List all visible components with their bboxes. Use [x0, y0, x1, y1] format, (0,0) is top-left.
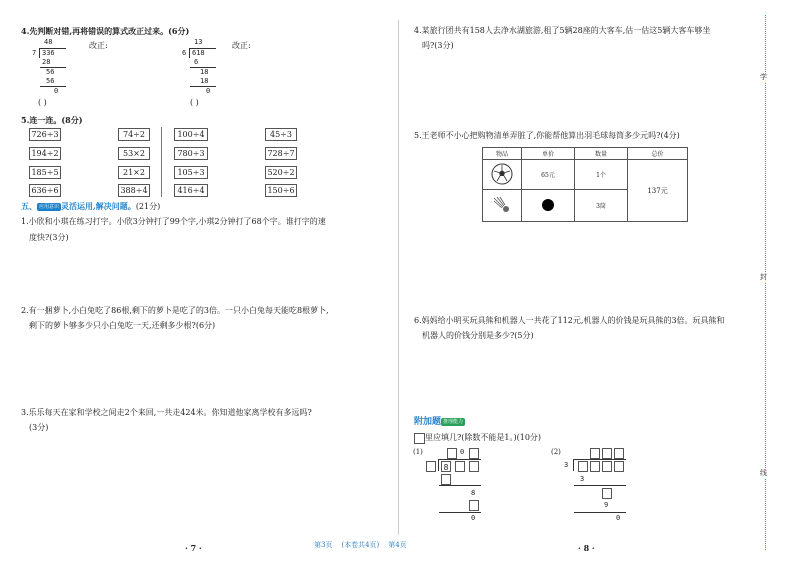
football-cell	[483, 160, 522, 190]
division-a-fix-label: 改正:	[89, 41, 108, 50]
match-c4-2[interactable]: 520÷2	[265, 166, 297, 179]
footer-total: (本卷共4页)	[341, 541, 380, 549]
problem-4-line-2: 吗?(3分)	[422, 41, 454, 50]
puzzle-1-quotient-box-3[interactable]	[469, 448, 479, 459]
section-5-score: (21分)	[135, 202, 161, 211]
extra-title: 附加题	[414, 417, 442, 427]
q4-title: 4.先判断对错,再将错误的算式改正过来。(6分)	[21, 26, 190, 36]
shopping-list-table	[482, 147, 688, 222]
problem-3-line-2: (3分)	[29, 423, 49, 432]
division-a	[30, 38, 70, 100]
puzzle-2-dividend-box-4[interactable]	[614, 461, 624, 472]
puzzle-1-divisor-box[interactable]	[426, 461, 436, 472]
division-a-divisor: 7	[32, 49, 37, 57]
page-divider	[398, 20, 399, 535]
match-c3-1[interactable]: 780÷3	[174, 147, 208, 160]
puzzle-1-quotient-zero: 0	[460, 448, 465, 456]
match-c4-1[interactable]: 728÷7	[265, 147, 297, 160]
puzzle-2	[562, 448, 642, 528]
footer-page-b: 第4页	[388, 541, 407, 549]
puzzle-2-label: (2)	[551, 448, 561, 456]
division-b-fix-label: 改正:	[232, 41, 251, 50]
extra-header	[414, 416, 465, 428]
match-c2-0[interactable]: 74÷2	[118, 128, 150, 141]
binding-char-2: 封	[760, 273, 767, 281]
problem-1-line-1: 1.小欣和小琪在练习打字。小欣3分钟打了99个字,小琪2分钟打了68个字。谁打字的速	[21, 217, 326, 226]
puzzle-2-remainder: 0	[616, 514, 621, 522]
puzzle-2-quotient-box-2[interactable]	[602, 448, 612, 459]
football-icon	[491, 163, 513, 185]
puzzle-2-divisor: 3	[564, 461, 569, 469]
binding-char-1: 学	[760, 73, 767, 81]
table-header-price: 单价	[522, 148, 575, 160]
match-c2-2[interactable]: 21×2	[118, 166, 150, 179]
football-price: 65元	[522, 160, 575, 190]
extra-question-text: 里应填几?(除数不能是1。)(10分)	[425, 433, 542, 442]
division-a-answer-paren[interactable]: ( )	[38, 98, 47, 107]
puzzle-2-quotient-box-1[interactable]	[590, 448, 600, 459]
problem-4-line-1: 4.某旅行团共有158人去净水湖旅游,租了5辆28座的大客车,估一估这5辆大客车够坐	[414, 26, 711, 35]
puzzle-2-step-9: 9	[604, 501, 609, 509]
division-a-step3: 56	[46, 77, 55, 85]
ink-blot-icon	[541, 198, 555, 212]
puzzle-1-step-box-1[interactable]	[441, 474, 451, 485]
football-qty: 1个	[575, 160, 628, 190]
page-number-right: · 8 ·	[578, 543, 595, 553]
puzzle-2-step-3: 3	[580, 475, 585, 483]
binding-char-3: 线	[760, 469, 767, 477]
footer-page-a: 第3页	[314, 541, 333, 549]
puzzle-1-step-8: 8	[471, 489, 476, 497]
division-a-step2: 56	[46, 68, 55, 76]
section-5-header	[21, 200, 160, 213]
puzzle-2-dividend-box-2[interactable]	[590, 461, 600, 472]
match-c3-0[interactable]: 100÷4	[174, 128, 208, 141]
puzzle-1-remainder: 0	[471, 514, 476, 522]
table-header-qty: 数量	[575, 148, 628, 160]
puzzle-1-dividend-box-3[interactable]	[469, 461, 479, 472]
division-a-quotient: 48	[44, 38, 53, 46]
table-header-item: 物品	[483, 148, 522, 160]
match-c2-3[interactable]: 388÷4	[118, 184, 150, 197]
puzzle-1-step-box-2[interactable]	[469, 500, 479, 511]
footer	[314, 540, 407, 550]
match-c1-3[interactable]: 636÷6	[29, 184, 61, 197]
shuttlecock-price-smudge	[522, 190, 575, 222]
division-a-step1: 28	[42, 58, 51, 66]
problem-1-line-2: 度快?(3分)	[29, 233, 69, 242]
extra-badge: 推理能力	[443, 419, 464, 425]
problem-6-line-1: 6.妈妈给小明买玩具熊和机器人一共花了112元,机器人的价钱是玩具熊的3倍。玩具熊和	[414, 316, 725, 325]
problem-5-title: 5.王老师不小心把购物清单弄脏了,你能帮他算出羽毛球每筒多少元吗?(4分)	[414, 131, 680, 140]
match-c4-0[interactable]: 45÷3	[265, 128, 297, 141]
match-divider	[161, 127, 162, 197]
division-a-remainder: 0	[54, 87, 59, 95]
problem-6-line-2: 机器人的价钱分别是多少?(5分)	[422, 331, 534, 340]
section-5-badge: 应用意识	[39, 204, 60, 210]
match-c2-1[interactable]: 53×2	[118, 147, 150, 160]
table-header-total: 总价	[628, 148, 688, 160]
section-5-title: 灵活运用,解决问题。	[61, 201, 136, 211]
problem-2-line-2: 剩下的萝卜够多少只小白兔吃一天,还剩多少根?(6分)	[29, 321, 216, 330]
division-b-dividend: 618	[192, 49, 205, 57]
puzzle-2-step-box-1[interactable]	[602, 488, 612, 499]
section-5-prefix: 五、	[21, 201, 37, 211]
total-price: 137元	[628, 160, 688, 222]
problem-2-line-1: 2.有一捆萝卜,小白兔吃了86根,剩下的萝卜是吃了的3倍。一只小白兔每天能吃8根萝卜,	[21, 306, 329, 315]
puzzle-1	[424, 448, 494, 528]
match-c3-3[interactable]: 416÷4	[174, 184, 208, 197]
blank-box-icon	[414, 433, 425, 444]
division-b-divisor: 6	[182, 49, 187, 57]
division-b-quotient: 13	[194, 38, 203, 46]
puzzle-1-quotient-box-1[interactable]	[447, 448, 457, 459]
q5-title: 5.连一连。(8分)	[21, 115, 83, 125]
division-a-dividend: 336	[42, 49, 55, 57]
puzzle-1-label: (1)	[413, 448, 423, 456]
puzzle-2-quotient-box-3[interactable]	[614, 448, 624, 459]
puzzle-2-dividend-box-3[interactable]	[602, 461, 612, 472]
division-b-step3: 18	[200, 77, 209, 85]
shuttlecock-cell	[483, 190, 522, 222]
extra-question	[414, 432, 541, 444]
division-b-step2: 18	[200, 68, 209, 76]
shuttlecock-icon	[491, 194, 513, 216]
match-c1-1[interactable]: 194÷2	[29, 147, 61, 160]
division-b-step1: 6	[194, 58, 199, 66]
puzzle-1-dividend-d1[interactable]: 8	[441, 461, 451, 472]
puzzle-2-dividend-box-1[interactable]	[578, 461, 588, 472]
match-c4-3[interactable]: 150÷6	[265, 184, 297, 197]
problem-3-line-1: 3.乐乐每天在家和学校之间走2个来回,一共走424米。你知道他家离学校有多远吗?	[21, 408, 312, 417]
division-b	[180, 38, 220, 100]
match-c1-0[interactable]: 726÷3	[29, 128, 61, 141]
puzzle-1-dividend-box-2[interactable]	[455, 461, 465, 472]
division-b-answer-paren[interactable]: ( )	[190, 98, 199, 107]
shuttlecock-qty: 3筒	[575, 190, 628, 222]
page-number-left: · 7 ·	[185, 543, 202, 553]
match-c1-2[interactable]: 185÷5	[29, 166, 61, 179]
division-b-remainder: 0	[206, 87, 211, 95]
match-c3-2[interactable]: 105÷3	[174, 166, 208, 179]
